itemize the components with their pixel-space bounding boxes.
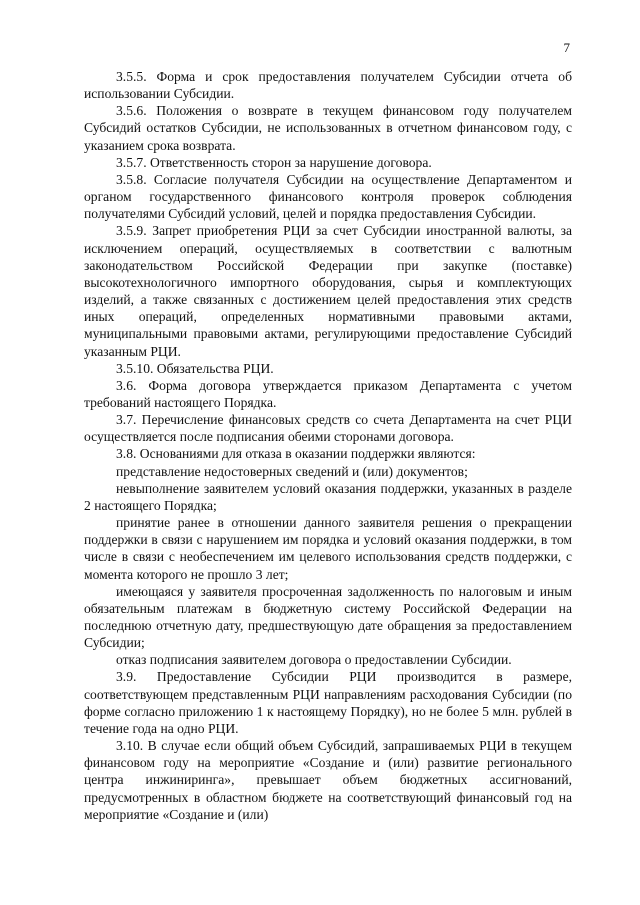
- paragraph: представление недостоверных сведений и (или) документов;: [116, 463, 468, 479]
- paragraph: отказ подписания заявителем договора о предоставлении Субсидии.: [116, 652, 512, 668]
- paragraph: 3.6. Форма договора утверждается приказом Департамента с учетом требований настоящего Порядка.: [84, 377, 572, 410]
- paragraph: принятие ранее в отношении данного заявителя решения о прекращении поддержки в связи с нарушением им порядка и условий оказания поддержки, в том числе в связи с необеспечением им целевого использования средств поддержки, с момента которого не прошло 3 лет;: [84, 515, 572, 582]
- paragraph: 3.9. Предоставление Субсидии РЦИ производится в размере, соответствующем представленным РЦИ направлениям расходования Субсидии (по форме согласно приложению 1 к настоящему Порядку), но не более 5 млн. рублей в течение года на одно РЦИ.: [84, 669, 572, 736]
- page-number: 7: [563, 40, 570, 55]
- paragraph: 3.5.9. Запрет приобретения РЦИ за счет Субсидии иностранной валюты, за исключением операций, осуществляемых в соответствии с валютным законодательством Российской Федерации при закупке (поставке) высокотехнологичного импортного оборудования, сырья и комплектующих изделий, а также связанных с достижением целей предоставления этих средств иных операций, определенных нормативными правовыми актами, муниципальными правовыми актами, регулирующими предоставление Субсидий указанным РЦИ.: [84, 223, 572, 359]
- paragraph: 3.5.6. Положения о возврате в текущем финансовом году получателем Субсидий остатков Субсидии, не использованных в отчетном финансовом году, с указанием срока возврата.: [84, 103, 572, 153]
- paragraph: 3.5.8. Согласие получателя Субсидии на осуществление Департаментом и органом государственного финансового контроля проверок соблюдения получателями Субсидий условий, целей и порядка предоставления Субсидии.: [84, 171, 572, 222]
- paragraph: 3.5.7. Ответственность сторон за нарушение договора.: [116, 154, 432, 170]
- paragraph: 3.8. Основаниями для отказа в оказании поддержки являются:: [116, 446, 476, 462]
- document-body: [84, 68, 572, 823]
- paragraph: имеющаяся у заявителя просроченная задолженность по налоговым и иным обязательным платежам в бюджетную систему Российской Федерации на последнюю отчетную дату, предшествующую дате обращения за предоставлением Субсидии;: [84, 583, 572, 651]
- paragraph: 3.5.10. Обязательства РЦИ.: [116, 360, 274, 376]
- paragraph: 3.5.5. Форма и срок предоставления получателем Субсидии отчета об использовании Субсидии.: [84, 69, 572, 102]
- paragraph: 3.10. В случае если общий объем Субсидий, запрашиваемых РЦИ в текущем финансовом году на мероприятие «Создание и (или) развитие регионального центра инжиниринга», превышает объем бюджетных ассигнований, предусмотренных в областном бюджете на соответствующий финансовый год на мероприятие «Создание и (или): [84, 738, 572, 822]
- paragraph: невыполнение заявителем условий оказания поддержки, указанных в разделе 2 настоящего Порядка;: [84, 480, 572, 513]
- paragraph: 3.7. Перечисление финансовых средств со счета Департамента на счет РЦИ осуществляется после подписания обеими сторонами договора.: [84, 412, 572, 445]
